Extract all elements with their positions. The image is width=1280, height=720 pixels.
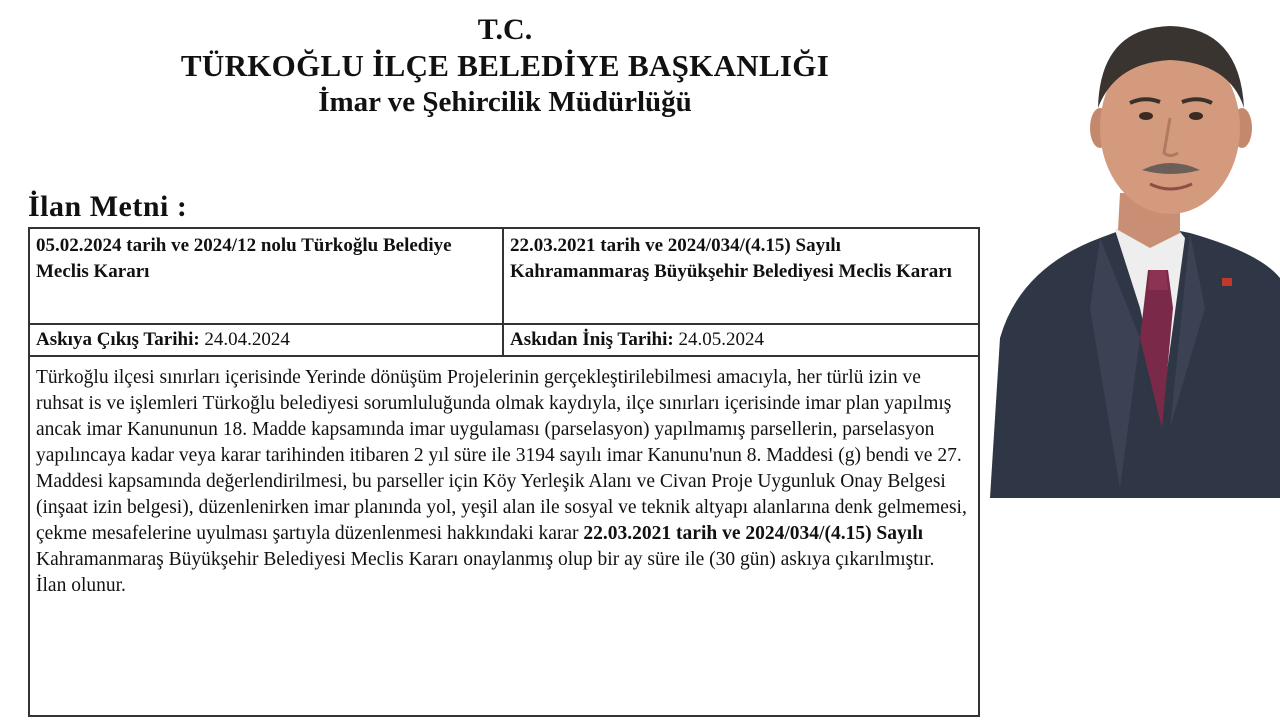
- header-municipality: TÜRKOĞLU İLÇE BELEDİYE BAŞKANLIĞI: [180, 48, 830, 83]
- notice-title: İlan Metni :: [28, 190, 188, 223]
- mayor-portrait-image: [990, 8, 1280, 498]
- notice-body-text-1: Türkoğlu ilçesi sınırları içerisinde Yerinde dönüşüm Projelerinin gerçekleştirilebilmesi amacıyla, her türlü izin ve ruhsat is ve işlemleri Türkoğlu belediyesi sorumluluğunda olmak kaydıyla, ilçe sınırları içerisinde imar plan yapılmış ancak imar Kanununun 18. Madde kapsamında imar uygulaması (parselasyon) yapılmamış parsellerin, parselasyon yapılıncaya kadar veya karar tarihinden itibaren 2 yıl süre ile 3194 sayılı imar Kanunu'nun 8. Maddesi (g) bendi ve 27. Maddesi kapsamında değerlendirilmesi, bu parseller için Köy Yerleşik Alanı ve Civan Proje Uygunluk Onay Belgesi (inşaat izin belgesi), düzenlenirken imar planında yol, yeşil alan ile sosyal ve teknik altyapı alanlarına denk gelmemesi, çekme mesafelerine uyulması şartıyla düzenlenmesi hakkındaki karar: [36, 367, 967, 544]
- removal-date-cell: [504, 325, 978, 357]
- notice-closing: İlan olunur.: [36, 575, 126, 596]
- removal-date-value: 24.05.2024: [678, 329, 764, 350]
- local-decision-cell: 05.02.2024 tarih ve 2024/12 nolu Türkoğlu Belediye Meclis Kararı: [30, 229, 504, 325]
- notice-body-bold: 22.03.2021 tarih ve 2024/034/(4.15) Sayılı: [583, 523, 924, 544]
- notice-body: [30, 357, 978, 715]
- metro-decision-cell: 22.03.2021 tarih ve 2024/034/(4.15) Sayılı Kahramanmaraş Büyükşehir Belediyesi Meclis Kararı: [504, 229, 978, 325]
- posting-date-cell: [30, 325, 504, 357]
- header-line-tc: T.C.: [477, 13, 533, 46]
- removal-date-label: Askıdan İniş Tarihi:: [510, 329, 674, 350]
- notice-table: [28, 227, 980, 717]
- document-header: [100, 12, 910, 120]
- posting-date-label: Askıya Çıkış Tarihi:: [36, 329, 200, 350]
- header-directorate: İmar ve Şehircilik Müdürlüğü: [318, 86, 692, 118]
- posting-date-value: 24.04.2024: [204, 329, 290, 350]
- notice-body-text-2: Kahramanmaraş Büyükşehir Belediyesi Meclis Kararı onaylanmış olup bir ay süre ile (30 gün) askıya çıkarılmıştır.: [36, 549, 935, 570]
- portrait-illustration: [990, 8, 1280, 498]
